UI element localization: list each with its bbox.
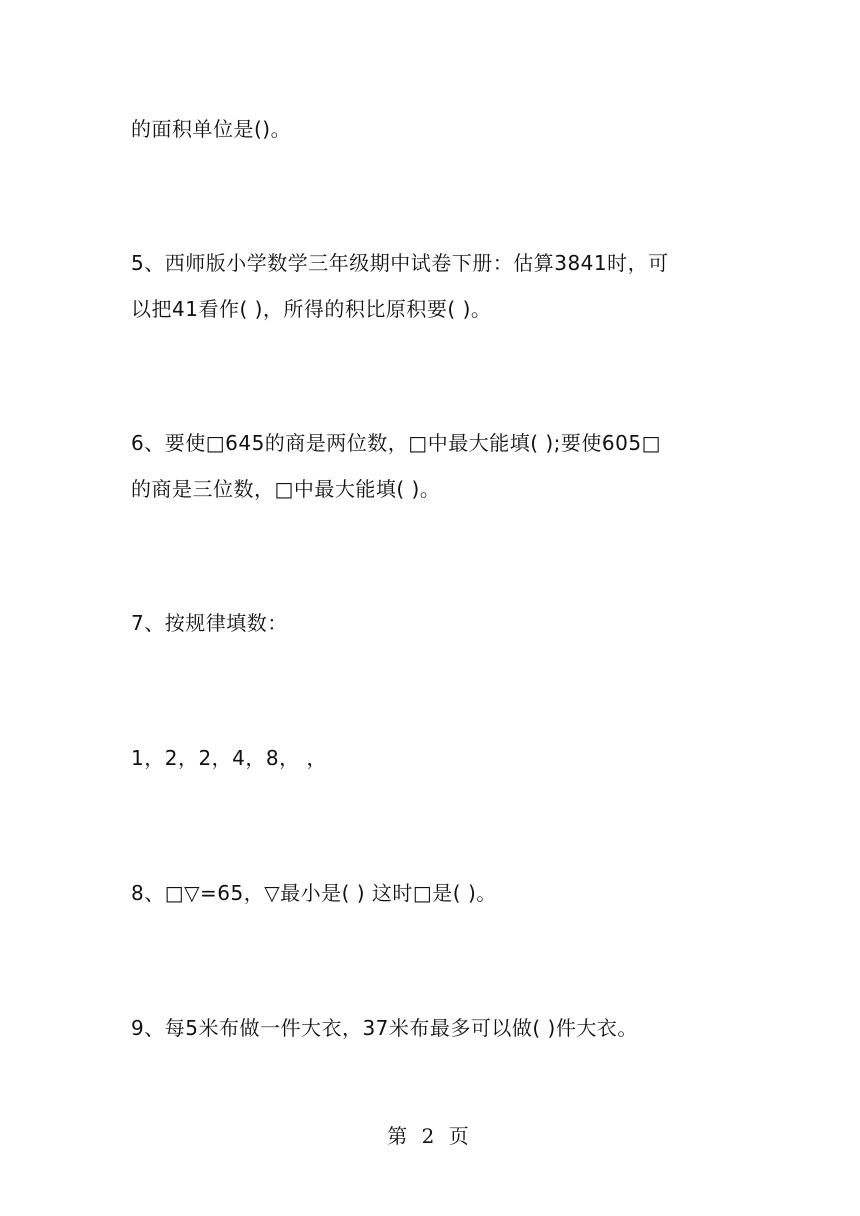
text-line-area-unit: 的面积单位是()。	[131, 117, 292, 141]
text-line-question-5-part-2: 以把41看作( )，所得的积比原积要( )。	[131, 297, 492, 321]
text-line-question-9: 9、每5米布做一件大衣，37米布最多可以做( )件大衣。	[131, 1016, 638, 1040]
page-number-footer: 第 2 页	[387, 1124, 473, 1148]
text-line-number-sequence: 1，2，2，4，8， ，	[131, 746, 327, 770]
text-line-question-7: 7、按规律填数：	[131, 611, 288, 635]
text-line-question-6-part-2: 的商是三位数，□中最大能填( )。	[131, 477, 441, 501]
text-line-question-5-part-1: 5、西师版小学数学三年级期中试卷下册：估算3841时，可	[131, 251, 669, 275]
text-line-question-6-part-1: 6、要使□645的商是两位数，□中最大能填( );要使605□	[131, 431, 661, 455]
text-line-question-8: 8、□▽=65，▽最小是( ) 这时□是( )。	[131, 881, 497, 905]
